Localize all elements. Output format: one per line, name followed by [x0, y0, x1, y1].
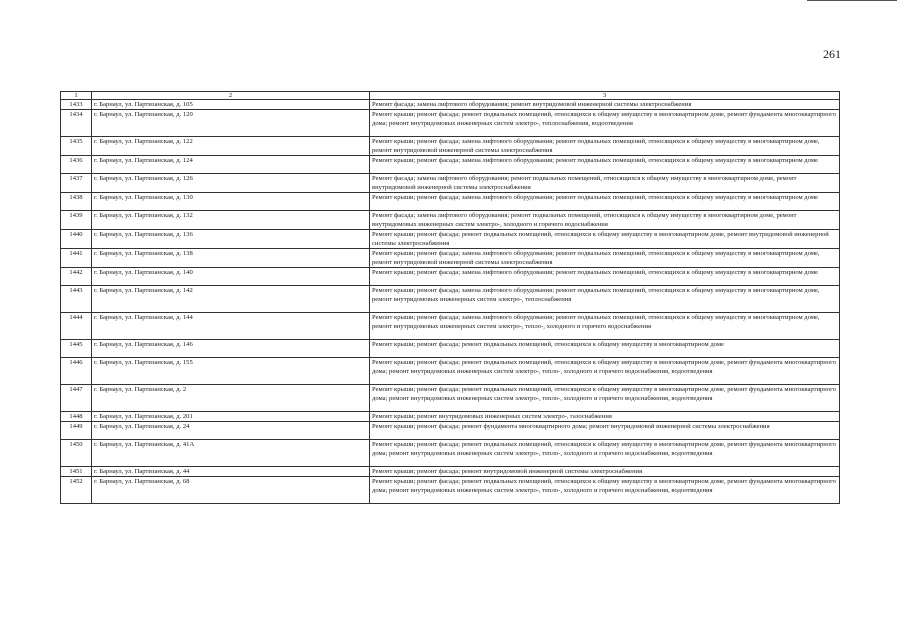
row-works: Ремонт крыши; ремонт фасада; замена лифтового оборудования; ремонт подвальных помещений, относящихся к общему имуществу в многоквартирном доме, ремонт внутридомовой инженерной системы электроснабжения: [370, 137, 840, 156]
row-address: г. Барнаул, ул. Партизанская, д. 138: [92, 249, 370, 268]
repair-register-table: [60, 91, 840, 504]
row-address: г. Барнаул, ул. Партизанская, д. 132: [92, 211, 370, 230]
row-address: г. Барнаул, ул. Партизанская, д. 2: [92, 385, 370, 412]
table-row: [61, 193, 840, 211]
table-row: [61, 211, 840, 230]
row-number: 1436: [61, 156, 92, 174]
table-row: [61, 230, 840, 249]
row-number: 1449: [61, 422, 92, 440]
row-number: 1439: [61, 211, 92, 230]
row-works: Ремонт крыши; ремонт фасада; ремонт подвальных помещений, относящихся к общему имуществу в многоквартирном доме: [370, 340, 840, 358]
row-address: г. Барнаул, ул. Партизанская, д. 146: [92, 340, 370, 358]
column-number-row: [61, 92, 840, 100]
row-works: Ремонт фасада; замена лифтового оборудования; ремонт внутридомовой инженерной системы электроснабжения: [370, 100, 840, 110]
row-address: г. Барнаул, ул. Партизанская, д. 136: [92, 230, 370, 249]
table-row: [61, 110, 840, 137]
table-row: [61, 440, 840, 467]
row-works: Ремонт крыши; ремонт фасада; ремонт подвальных помещений, относящихся к общему имуществу в многоквартирном доме, ремонт фундамента многоквартирного дома; ремонт внутридомовых инженерных систем электро-, тепло-, холодного и горячего водоснабжения, водоотведения: [370, 477, 840, 504]
row-number: 1438: [61, 193, 92, 211]
row-address: г. Барнаул, ул. Партизанская, д. 140: [92, 268, 370, 286]
row-address: г. Барнаул, ул. Партизанская, д. 155: [92, 358, 370, 385]
row-works: Ремонт фасада; замена лифтового оборудования; ремонт подвальных помещений, относящихся к общему имуществу в многоквартирном доме, ремонт внутридомовых инженерных систем электро-, холодного и горячего водоснабжения: [370, 211, 840, 230]
column-number-3: 3: [370, 92, 840, 100]
row-works: Ремонт крыши; ремонт фасада; ремонт внутридомовой инженерной системы электроснабжения: [370, 467, 840, 477]
row-number: 1441: [61, 249, 92, 268]
row-works: Ремонт крыши; ремонт фасада; ремонт подвальных помещений, относящихся к общему имуществу в многоквартирном доме, ремонт фундамента многоквартирного дома; ремонт внутридомовых инженерных систем электро-, тепло-, холодного и горячего водоснабжения, водоотведения: [370, 440, 840, 467]
row-works: Ремонт крыши; ремонт фасада; ремонт подвальных помещений, относящихся к общему имуществу в многоквартирном доме, ремонт фундамента многоквартирного дома; ремонт внутридомовых инженерных систем электро-, теплоснабжения, водоотведения: [370, 110, 840, 137]
table-row: [61, 249, 840, 268]
row-works: Ремонт крыши; ремонт фасада; ремонт фундамента многоквартирного дома; ремонт внутридомовой инженерной системы электроснабжения: [370, 422, 840, 440]
row-number: 1447: [61, 385, 92, 412]
table-row: [61, 358, 840, 385]
row-number: 1451: [61, 467, 92, 477]
row-address: г. Барнаул, ул. Партизанская, д. 24: [92, 422, 370, 440]
row-number: 1437: [61, 174, 92, 193]
table-row: [61, 412, 840, 422]
row-number: 1452: [61, 477, 92, 504]
row-address: г. Барнаул, ул. Партизанская, д. 130: [92, 193, 370, 211]
table-row: [61, 477, 840, 504]
row-works: Ремонт крыши; ремонт фасада; замена лифтового оборудования; ремонт подвальных помещений, относящихся к общему имуществу в многоквартирном доме, ремонт внутридомовой инженерной системы электроснабжения: [370, 249, 840, 268]
row-address: г. Барнаул, ул. Партизанская, д. 201: [92, 412, 370, 422]
row-number: 1444: [61, 313, 92, 340]
row-address: г. Барнаул, ул. Партизанская, д. 144: [92, 313, 370, 340]
table-row: [61, 286, 840, 313]
table-row: [61, 313, 840, 340]
row-address: г. Барнаул, ул. Партизанская, д. 124: [92, 156, 370, 174]
row-number: 1434: [61, 110, 92, 137]
row-number: 1445: [61, 340, 92, 358]
scan-edge-line: [807, 0, 897, 1]
table-body: [61, 92, 840, 504]
row-number: 1443: [61, 286, 92, 313]
row-address: г. Барнаул, ул. Партизанская, д. 68: [92, 477, 370, 504]
row-works: Ремонт крыши; ремонт фасада; ремонт подвальных помещений, относящихся к общему имуществу в многоквартирном доме, ремонт фундамента многоквартирного дома; ремонт внутридомовых инженерных систем электро-, тепло-, холодного и горячего водоснабжения, водоотведения: [370, 358, 840, 385]
row-number: 1433: [61, 100, 92, 110]
row-address: г. Барнаул, ул. Партизанская, д. 122: [92, 137, 370, 156]
table-row: [61, 174, 840, 193]
page-number: 261: [823, 47, 841, 61]
row-number: 1446: [61, 358, 92, 385]
row-works: Ремонт крыши; ремонт фасада; замена лифтового оборудования; ремонт подвальных помещений, относящихся к общему имуществу в многоквартирном доме, ремонт внутридомовых инженерных систем электро-, тепло-, холодного и горячего водоснабжения: [370, 313, 840, 340]
row-works: Ремонт фасада; замена лифтового оборудования; ремонт подвальных помещений, относящихся к общему имуществу в многоквартирном доме, ремонт внутридомовой инженерной системы электроснабжения: [370, 174, 840, 193]
row-address: г. Барнаул, ул. Партизанская, д. 126: [92, 174, 370, 193]
row-works: Ремонт крыши; ремонт фасада; замена лифтового оборудования; ремонт подвальных помещений, относящихся к общему имуществу в многоквартирном доме: [370, 193, 840, 211]
row-works: Ремонт крыши; ремонт внутридомовых инженерных систем электро-, газоснабжения: [370, 412, 840, 422]
table-row: [61, 467, 840, 477]
row-works: Ремонт крыши; ремонт фасада; ремонт подвальных помещений, относящихся к общему имуществу в многоквартирном доме, ремонт фундамента многоквартирного дома; ремонт внутридомовых инженерных систем электро-, тепло-, холодного и горячего водоснабжения, водоотведения: [370, 385, 840, 412]
row-works: Ремонт крыши; ремонт фасада; замена лифтового оборудования; ремонт подвальных помещений, относящихся к общему имуществу в многоквартирном доме: [370, 268, 840, 286]
row-number: 1442: [61, 268, 92, 286]
row-works: Ремонт крыши; ремонт фасада; замена лифтового оборудования; ремонт подвальных помещений, относящихся к общему имуществу в многоквартирном доме: [370, 156, 840, 174]
row-works: Ремонт крыши; ремонт фасада; ремонт подвальных помещений, относящихся к общему имуществу в многоквартирном доме, ремонт внутридомовой инженерной системы электроснабжения: [370, 230, 840, 249]
row-address: г. Барнаул, ул. Партизанская, д. 44: [92, 467, 370, 477]
row-address: г. Барнаул, ул. Партизанская, д. 120: [92, 110, 370, 137]
row-number: 1448: [61, 412, 92, 422]
column-number-2: 2: [92, 92, 370, 100]
row-number: 1435: [61, 137, 92, 156]
row-number: 1450: [61, 440, 92, 467]
table-row: [61, 385, 840, 412]
row-address: г. Барнаул, ул. Партизанская, д. 142: [92, 286, 370, 313]
row-works: Ремонт крыши; ремонт фасада; замена лифтового оборудования; ремонт подвальных помещений, относящихся к общему имуществу в многоквартирном доме, ремонт внутридомовых инженерных систем электро-, теплоснабжения: [370, 286, 840, 313]
column-number-1: 1: [61, 92, 92, 100]
table-row: [61, 137, 840, 156]
row-address: г. Барнаул, ул. Партизанская, д. 41А: [92, 440, 370, 467]
row-address: г. Барнаул, ул. Партизанская, д. 105: [92, 100, 370, 110]
table-row: [61, 422, 840, 440]
table-row: [61, 340, 840, 358]
table-row: [61, 100, 840, 110]
row-number: 1440: [61, 230, 92, 249]
table-row: [61, 268, 840, 286]
table-row: [61, 156, 840, 174]
